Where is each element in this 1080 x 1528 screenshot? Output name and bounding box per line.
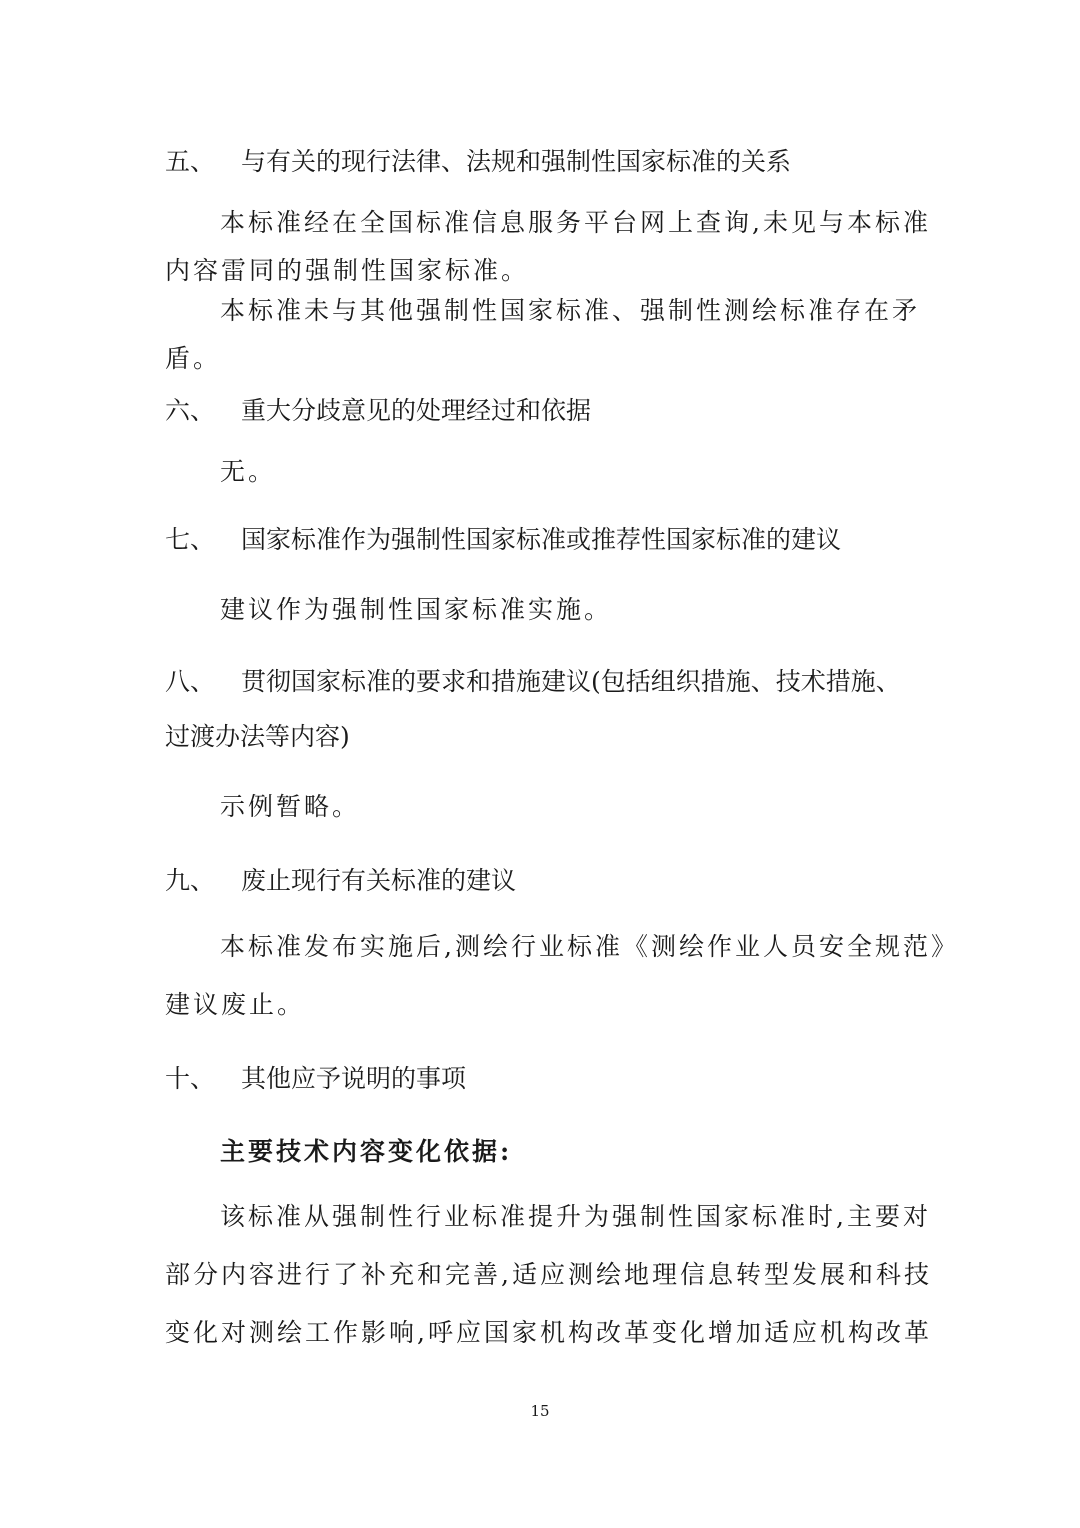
paragraph-line: 无。 bbox=[220, 457, 277, 486]
section-heading-6 bbox=[165, 396, 591, 426]
section-title: 重大分歧意见的处理经过和依据 bbox=[241, 396, 592, 425]
paragraph-line: 本标准经在全国标准信息服务平台网上查询,未见与本标准 bbox=[220, 208, 931, 237]
section-number: 七、 bbox=[165, 525, 216, 554]
section-title: 贯彻国家标准的要求和措施建议(包括组织措施、技术措施、 bbox=[241, 667, 901, 696]
section-heading-8 bbox=[165, 667, 901, 697]
paragraph-6 bbox=[165, 448, 925, 496]
paragraph-line: 内容雷同的强制性国家标准。 bbox=[165, 256, 530, 285]
section-number: 九、 bbox=[165, 866, 216, 895]
section-title-continued: 过渡办法等内容) bbox=[165, 722, 350, 751]
page-number: 15 bbox=[530, 1402, 550, 1420]
section-number: 八、 bbox=[165, 667, 216, 696]
paragraph-line: 建议废止。 bbox=[165, 990, 306, 1019]
paragraph-9 bbox=[165, 918, 959, 1034]
section-heading-10 bbox=[165, 1064, 466, 1094]
section-title: 其他应予说明的事项 bbox=[241, 1064, 467, 1093]
paragraph-line: 变化对测绘工作影响,呼应国家机构改革变化增加适应机构改革 bbox=[165, 1318, 932, 1347]
paragraph-8 bbox=[165, 783, 925, 831]
paragraph-line: 该标准从强制性行业标准提升为强制性国家标准时,主要对 bbox=[220, 1202, 931, 1231]
section-title: 废止现行有关标准的建议 bbox=[241, 866, 517, 895]
section-number: 六、 bbox=[165, 396, 216, 425]
paragraph-10 bbox=[165, 1188, 932, 1362]
paragraph-line: 示例暂略。 bbox=[220, 792, 361, 821]
section-number: 五、 bbox=[165, 147, 216, 176]
section-number: 十、 bbox=[165, 1064, 216, 1093]
paragraph-line: 本标准未与其他强制性国家标准、强制性测绘标准存在矛 bbox=[220, 296, 921, 325]
section-heading-7 bbox=[165, 525, 841, 555]
paragraph-line: 本标准发布实施后,测绘行业标准《测绘作业人员安全规范》 bbox=[220, 932, 959, 961]
section-heading-5 bbox=[165, 147, 791, 177]
paragraph-5a bbox=[165, 199, 931, 295]
section-heading-9 bbox=[165, 866, 516, 896]
paragraph-line: 部分内容进行了补充和完善,适应测绘地理信息转型发展和科技 bbox=[165, 1260, 932, 1289]
section-title: 与有关的现行法律、法规和强制性国家标准的关系 bbox=[241, 147, 792, 176]
section-title: 国家标准作为强制性国家标准或推荐性国家标准的建议 bbox=[241, 525, 842, 554]
paragraph-line: 建议作为强制性国家标准实施。 bbox=[220, 595, 613, 624]
subheading-main-changes: 主要技术内容变化依据: bbox=[220, 1137, 513, 1166]
paragraph-7 bbox=[165, 586, 925, 634]
paragraph-line: 盾。 bbox=[165, 344, 222, 373]
paragraph-5b bbox=[165, 287, 925, 383]
section-heading-8-continued bbox=[165, 722, 350, 752]
